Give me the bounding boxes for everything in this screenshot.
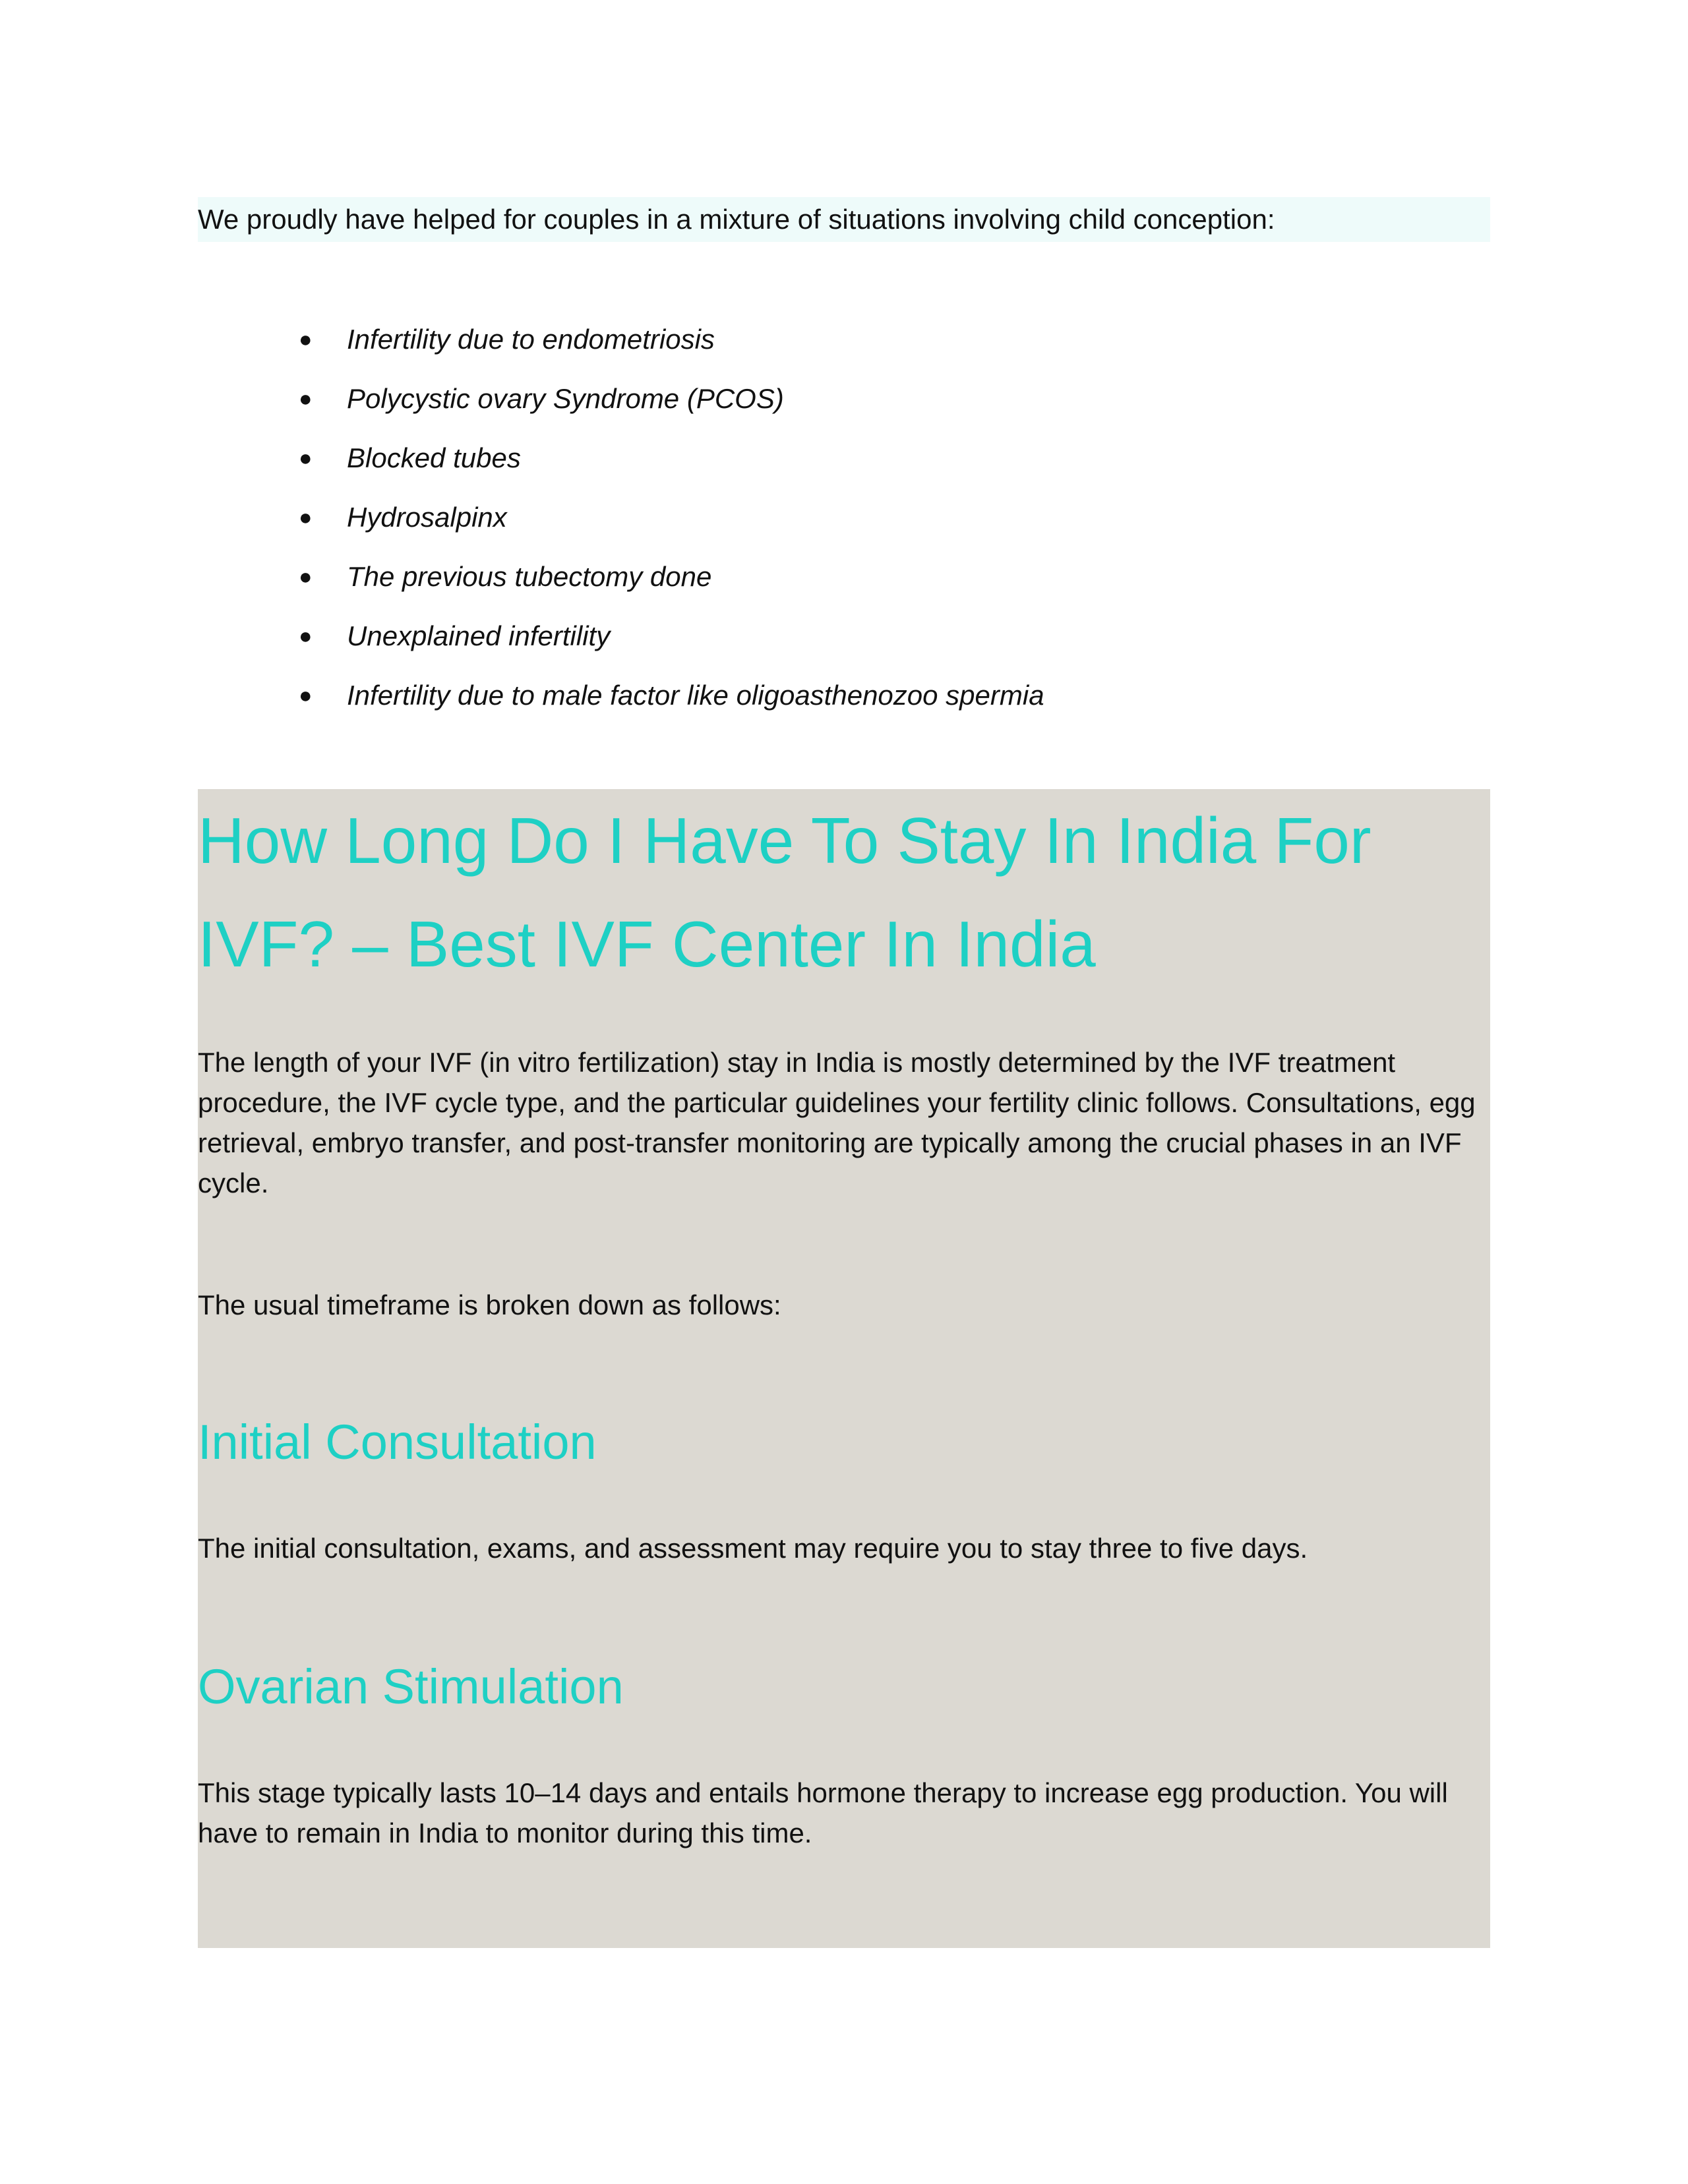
list-item <box>198 488 1490 547</box>
section-title: How Long Do I Have To Stay In India For IVF? – Best IVF Center In India <box>198 804 1372 980</box>
bullet-icon: ● <box>299 327 313 352</box>
list-item-text: The previous tubectomy done <box>347 561 712 592</box>
intro-paragraph: The length of your IVF (in vitro fertilization) stay in India is mostly determined by the IVF treatment procedure, the IVF cycle type, and the particular guidelines your fertility clinic follows. Consultations, egg retrieval, embryo transfer, and post-transfer monitoring are typically among the crucial phases in an IVF cycle. <box>198 1047 1476 1198</box>
list-item-text: Polycystic ovary Syndrome (PCOS) <box>347 383 784 414</box>
bullet-icon: ● <box>299 564 313 589</box>
list-item <box>198 547 1490 606</box>
list-item <box>198 428 1490 488</box>
list-item <box>198 666 1490 725</box>
bullet-icon: ● <box>299 624 313 649</box>
bullet-icon: ● <box>299 683 313 708</box>
list-item <box>198 310 1490 369</box>
list-item-text: Infertility due to endometriosis <box>347 324 715 355</box>
list-item-text: Unexplained infertility <box>347 620 611 651</box>
bullet-icon: ● <box>299 446 313 471</box>
ovarian-stimulation-text: This stage typically lasts 10–14 days and entails hormone therapy to increase egg production. You will have to remain in India to monitor during this time. <box>198 1777 1448 1848</box>
list-item-text: Infertility due to male factor like oligoasthenozoo spermia <box>347 680 1044 711</box>
ivf-stay-section <box>198 789 1490 1948</box>
list-item <box>198 369 1490 428</box>
bullet-icon: ● <box>299 386 313 411</box>
subheading-initial-consultation: Initial Consultation <box>198 1415 597 1469</box>
conditions-list <box>198 310 1490 725</box>
timeframe-paragraph: The usual timeframe is broken down as follows: <box>198 1289 781 1320</box>
list-item-text: Hydrosalpinx <box>347 502 507 533</box>
bullet-icon: ● <box>299 505 313 530</box>
initial-consultation-text: The initial consultation, exams, and assessment may require you to stay three to five days. <box>198 1533 1308 1564</box>
list-item-text: Blocked tubes <box>347 442 521 473</box>
subheading-ovarian-stimulation: Ovarian Stimulation <box>198 1659 624 1714</box>
list-item <box>198 606 1490 666</box>
intro-text: We proudly have helped for couples in a mixture of situations involving child conception: <box>198 197 1490 242</box>
